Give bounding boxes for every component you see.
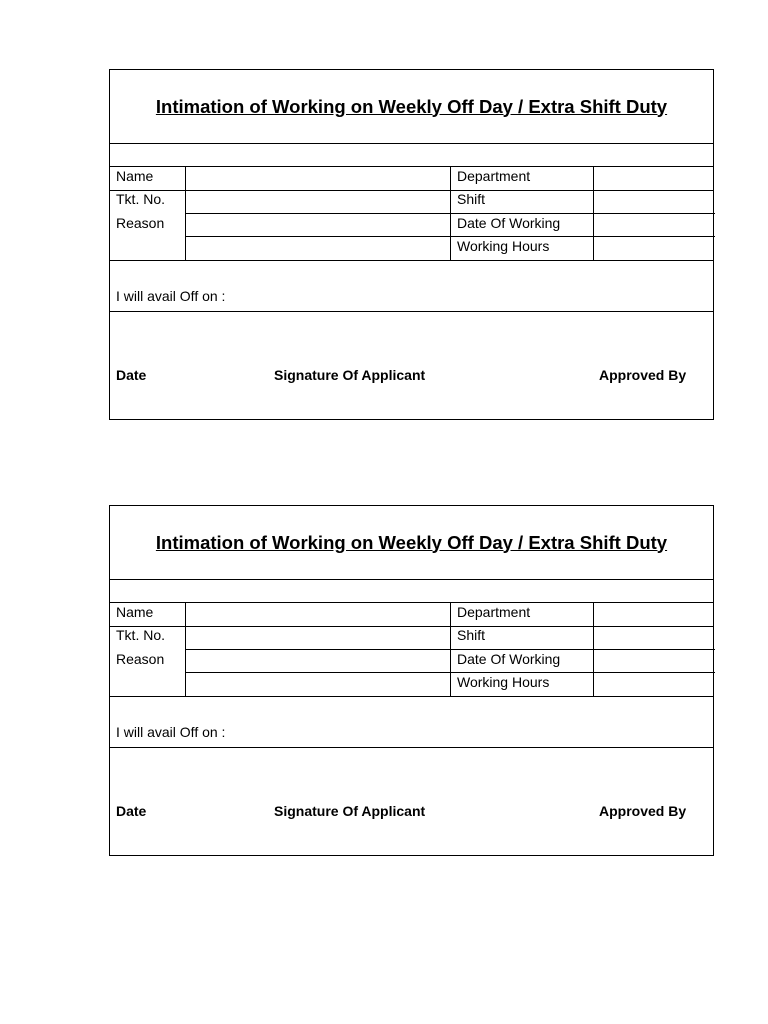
approved-by-label: Approved By <box>599 803 687 819</box>
intimation-form-1 <box>109 69 714 420</box>
divider <box>110 626 713 627</box>
working-hours-label: Working Hours <box>457 674 550 690</box>
form-title-box <box>110 506 713 580</box>
department-label: Department <box>457 168 531 184</box>
column-divider <box>593 166 594 260</box>
shift-label: Shift <box>457 191 486 207</box>
name-label: Name <box>116 168 154 184</box>
reason-label: Reason <box>116 651 165 667</box>
divider <box>110 166 713 167</box>
divider <box>110 602 713 603</box>
signature-label: Signature Of Applicant <box>274 367 426 383</box>
reason-label: Reason <box>116 215 165 231</box>
tkt-no-label: Tkt. No. <box>116 627 166 643</box>
shift-label: Shift <box>457 627 486 643</box>
date-label: Date <box>116 803 147 819</box>
divider <box>110 311 713 312</box>
approved-by-label: Approved By <box>599 367 687 383</box>
department-label: Department <box>457 604 531 620</box>
working-hours-label: Working Hours <box>457 238 550 254</box>
date-of-working-label: Date Of Working <box>457 215 561 231</box>
date-of-working-label: Date Of Working <box>457 651 561 667</box>
intimation-form-2 <box>109 505 714 856</box>
column-divider <box>185 602 186 696</box>
form-title-box <box>110 70 713 144</box>
column-divider <box>593 602 594 696</box>
divider <box>110 260 713 261</box>
avail-off-label: I will avail Off on : <box>116 724 226 740</box>
date-label: Date <box>116 367 147 383</box>
tkt-no-label: Tkt. No. <box>116 191 166 207</box>
divider <box>110 190 713 191</box>
column-divider <box>450 602 451 696</box>
divider <box>110 696 713 697</box>
column-divider <box>185 166 186 260</box>
divider <box>110 747 713 748</box>
signature-label: Signature Of Applicant <box>274 803 426 819</box>
column-divider <box>450 166 451 260</box>
name-label: Name <box>116 604 154 620</box>
form-title: Intimation of Working on Weekly Off Day / Extra Shift Duty <box>155 531 668 553</box>
avail-off-label: I will avail Off on : <box>116 288 226 304</box>
form-title: Intimation of Working on Weekly Off Day / Extra Shift Duty <box>155 95 668 117</box>
